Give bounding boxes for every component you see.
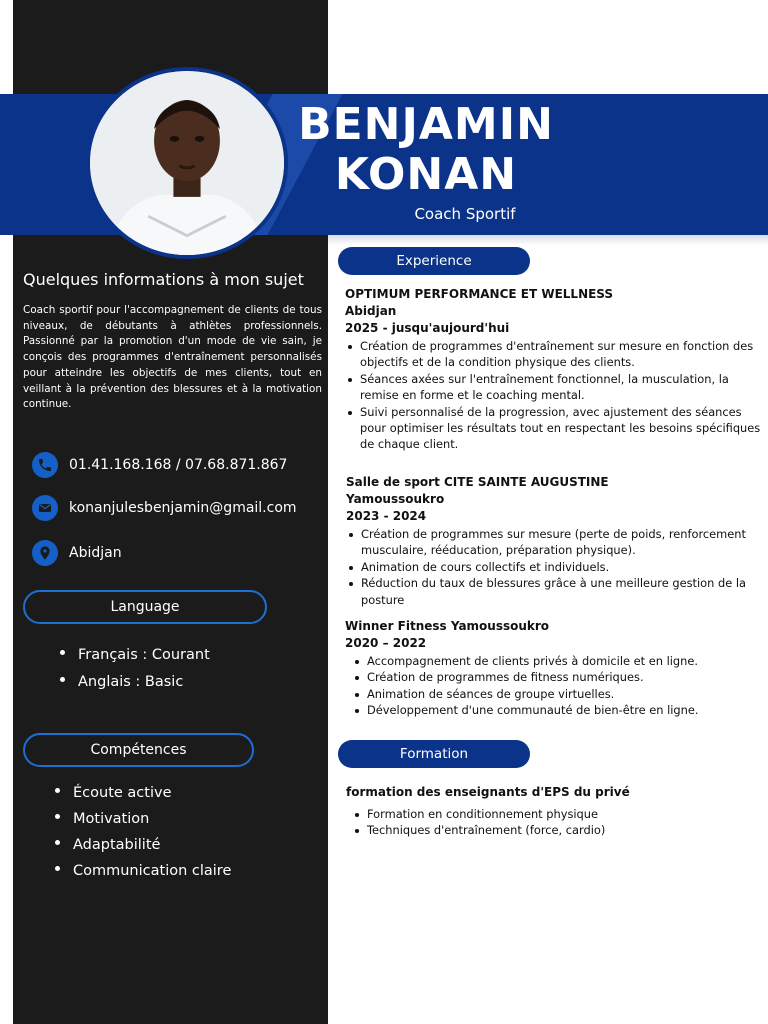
about-text: Coach sportif pour l'accompagnement de clients de tous niveaux, de débutants à athlètes professionnels. Passionné par la promotion d'un mode de vie sain, je conçois des programmes d'entraînement personnalisés pour atteindre les objectifs de mes clients, tout en veillant à la prévention des blessures et à la motivation continue. — [23, 304, 322, 411]
phone-icon — [32, 452, 58, 478]
list-item: Développement d'une communauté de bien-être en ligne. — [352, 702, 755, 718]
list-item: Suivi personnalisé de la progression, avec ajustement des séances pour optimiser les résultats tout en respectant les besoins spécifiques de chaque client. — [345, 404, 763, 453]
contact-location — [32, 540, 122, 566]
name-first: BENJAMIN — [298, 99, 554, 150]
list-item: Réduction du taux de blessures grâce à une meilleure gestion de la posture — [346, 575, 764, 608]
list-item: Animation de séances de groupe virtuelles. — [352, 686, 755, 702]
list-item: Création de programmes sur mesure (perte de poids, renforcement musculaire, rééducation, préparation physique). — [346, 526, 764, 559]
list-item: Adaptabilité — [53, 832, 231, 858]
list-item: Accompagnement de clients privés à domicile et en ligne. — [352, 653, 755, 669]
location-pin-icon — [32, 540, 58, 566]
phone-text: 01.41.168.168 / 07.68.871.867 — [69, 457, 288, 473]
profile-photo — [86, 67, 288, 259]
list-item: Anglais : Basic — [58, 669, 210, 696]
formation-heading: Formation — [338, 740, 530, 768]
skills-list — [53, 780, 231, 884]
job-entry — [345, 286, 763, 453]
job-company: Salle de sport CITE SAINTE AUGUSTINE — [346, 475, 609, 489]
formation-entry — [346, 784, 756, 839]
list-item: Séances axées sur l'entraînement fonctionnel, la musculation, la remise en forme et le coaching mental. — [345, 371, 763, 404]
banner-shadow — [328, 235, 768, 245]
about-title: Quelques informations à mon sujet — [23, 270, 304, 289]
location-text: Abidjan — [69, 545, 122, 561]
full-name — [296, 100, 556, 200]
list-item: Animation de cours collectifs et individuels. — [346, 559, 764, 575]
email-text: konanjulesbenjamin@gmail.com — [69, 500, 297, 516]
person-icon — [90, 71, 284, 255]
job-company: OPTIMUM PERFORMANCE ET WELLNESS — [345, 287, 614, 301]
list-item: Écoute active — [53, 780, 231, 806]
formation-bullets — [352, 806, 756, 839]
job-city: Yamoussoukro — [346, 492, 445, 506]
job-entry — [345, 618, 755, 719]
list-item: Création de programmes d'entraînement sur mesure en fonction des objectifs et de la condition physique des clients. — [345, 338, 763, 371]
list-item: Motivation — [53, 806, 231, 832]
job-title: Coach Sportif — [414, 205, 516, 223]
formation-title: formation des enseignants d'EPS du privé — [346, 785, 630, 799]
job-entry — [346, 474, 764, 608]
contact-email — [32, 495, 297, 521]
experience-heading: Experience — [338, 247, 530, 275]
list-item: Création de programmes de fitness numériques. — [352, 669, 755, 685]
list-item: Français : Courant — [58, 642, 210, 669]
job-bullets — [352, 653, 755, 719]
job-bullets — [346, 526, 764, 608]
list-item: Formation en conditionnement physique — [352, 806, 756, 822]
job-city: Abidjan — [345, 304, 397, 318]
list-item: Techniques d'entraînement (force, cardio) — [352, 822, 756, 838]
contact-phone — [32, 452, 287, 478]
job-period: 2020 – 2022 — [345, 636, 427, 650]
job-period: 2023 - 2024 — [346, 509, 427, 523]
job-company: Winner Fitness Yamoussoukro — [345, 619, 550, 633]
name-last: KONAN — [334, 149, 518, 200]
language-list — [58, 642, 210, 696]
language-heading: Language — [23, 590, 267, 624]
job-bullets — [345, 338, 763, 453]
list-item: Communication claire — [53, 858, 231, 884]
mail-icon — [32, 495, 58, 521]
skills-heading: Compétences — [23, 733, 254, 767]
job-period: 2025 - jusqu'aujourd'hui — [345, 321, 510, 335]
